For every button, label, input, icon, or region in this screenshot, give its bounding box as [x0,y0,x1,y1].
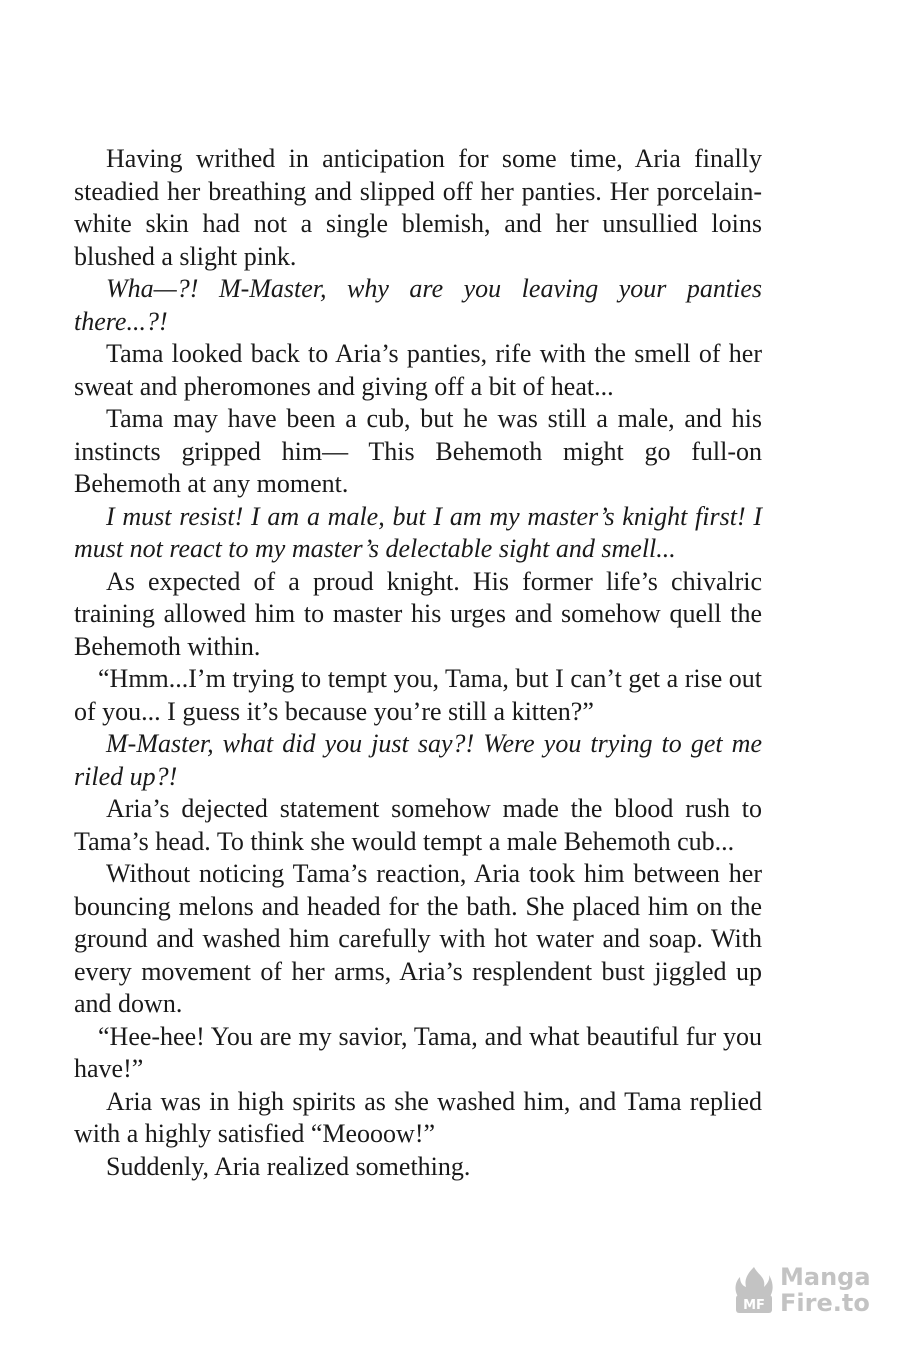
book-page-text [74,143,762,1183]
paragraph-dialogue: “Hmm...I’m trying to tempt you, Tama, but I can’t get a rise out of you... I guess it’s because you’re still a kitten?” [74,664,762,726]
paragraph: Aria’s dejected statement somehow made the blood rush to Tama’s head. To think she would tempt a male Behemoth cub... [74,794,762,856]
paragraph: Suddenly, Aria realized something. [106,1151,471,1181]
paragraph-italic-thought: I must resist! I am a male, but I am my master’s knight first! I must not react to my master’s delectable sight and smell... [74,501,762,563]
svg-text:MF: MF [743,1298,765,1313]
paragraph-italic-thought: Wha—?! M-Master, why are you leaving your panties there...?! [74,274,762,336]
watermark-line-2: Fire.to [780,1289,870,1317]
watermark-line-1: Manga [780,1263,871,1291]
paragraph: Tama looked back to Aria’s panties, rife with the smell of her sweat and pheromones and giving off a bit of heat... [74,339,762,401]
paragraph: Aria was in high spirits as she washed him, and Tama replied with a highly satisfied “Meooow!” [74,1086,762,1148]
paragraph: As expected of a proud knight. His former life’s chivalric training allowed him to master his urges and somehow quell the Behemoth within. [74,566,762,661]
watermark-text [780,1264,871,1316]
paragraph: Without noticing Tama’s reaction, Aria took him between her bouncing melons and headed for the bath. She placed him on the ground and washed him carefully with hot water and soap. With every movement of her arms, Aria’s resplendent bust jiggled up and down. [74,859,762,1018]
flame-mf-logo-icon [732,1265,776,1315]
paragraph: Having writhed in anticipation for some time, Aria finally steadied her breathing and slipped off her panties. Her porcelain-white skin had not a single blemish, and her unsullied loins blushed a slight pink. [74,144,762,271]
watermark [732,1260,872,1320]
paragraph-italic-thought: M-Master, what did you just say?! Were you trying to get me riled up?! [74,729,762,791]
paragraph-dialogue: “Hee-hee! You are my savior, Tama, and what beautiful fur you have!” [74,1021,762,1083]
paragraph: Tama may have been a cub, but he was still a male, and his instincts gripped him— This Behemoth might go full-on Behemoth at any moment. [74,404,762,498]
